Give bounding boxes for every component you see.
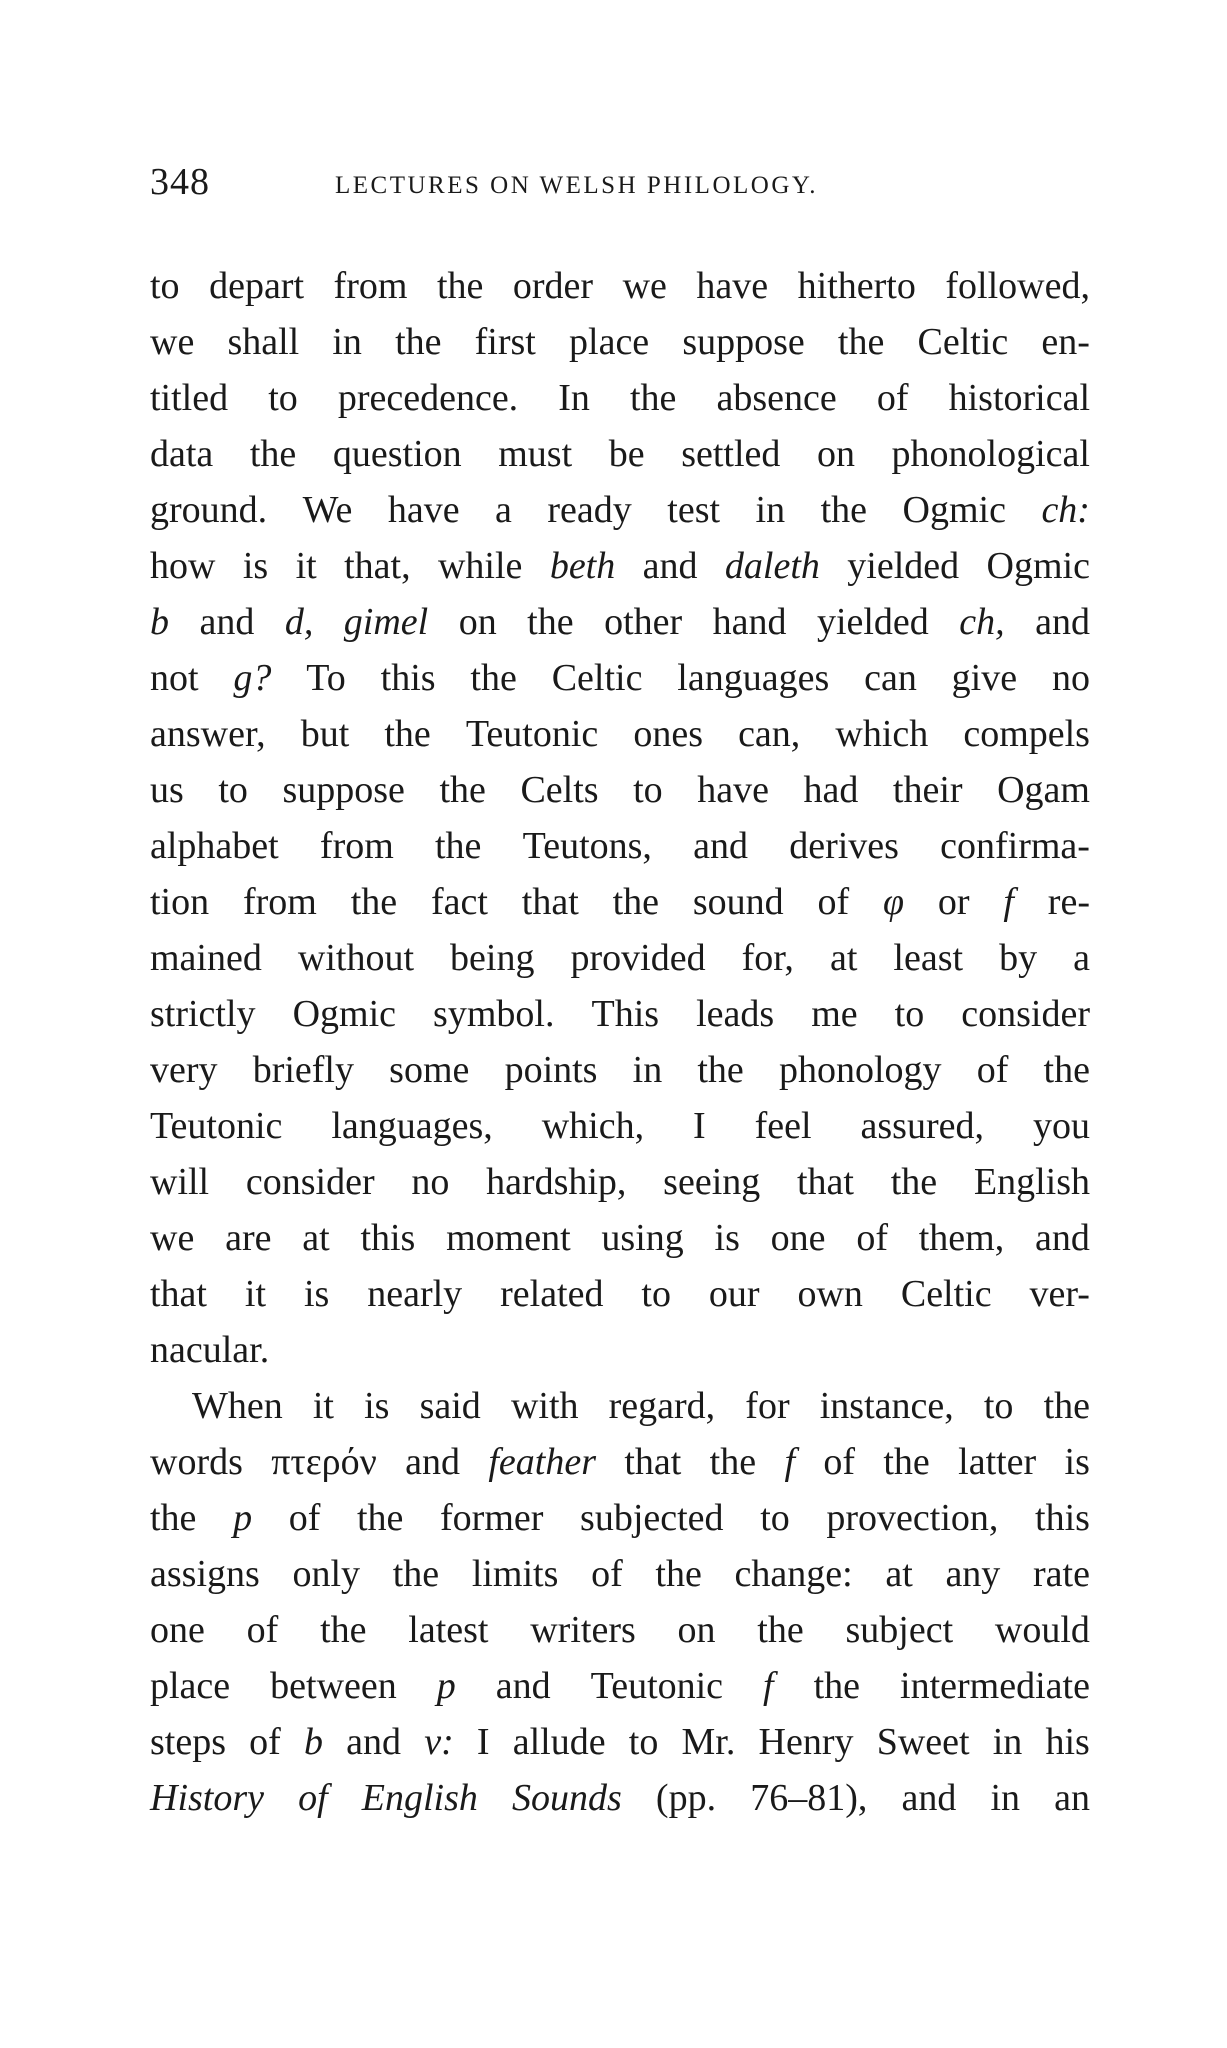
word: of	[246, 1609, 279, 1651]
word: the	[150, 1497, 197, 1539]
word: to	[150, 265, 180, 307]
word: it	[244, 1273, 267, 1315]
word: how	[150, 545, 216, 587]
word: assured,	[860, 1105, 984, 1147]
word: phonology	[778, 1049, 942, 1091]
text-line	[150, 762, 1090, 818]
word: first	[474, 321, 536, 363]
text-line	[150, 370, 1090, 426]
text-line	[150, 426, 1090, 482]
word: derives	[789, 825, 899, 867]
word: hardship,	[486, 1161, 627, 1203]
word: to	[983, 1385, 1014, 1427]
word: of	[817, 881, 850, 923]
word: of	[976, 1049, 1009, 1091]
word: no	[411, 1161, 450, 1203]
word: writers	[530, 1609, 636, 1651]
text-line	[150, 594, 1090, 650]
word: Celtic	[551, 657, 643, 699]
text-line	[150, 1154, 1090, 1210]
word: hitherto	[797, 265, 916, 307]
word: of	[876, 377, 909, 419]
word: the	[249, 433, 297, 475]
word: Celts	[520, 769, 599, 811]
word: them,	[918, 1217, 1005, 1259]
word: a	[1073, 937, 1090, 979]
word: on	[677, 1609, 716, 1651]
word: the	[883, 1441, 930, 1483]
word: followed,	[945, 265, 1090, 307]
word: seeing	[663, 1161, 761, 1203]
word: languages	[677, 657, 830, 699]
word: regard,	[608, 1385, 716, 1427]
word: to	[218, 769, 248, 811]
word: any	[945, 1553, 1001, 1595]
word: strictly	[150, 993, 256, 1035]
word: ready	[547, 489, 632, 531]
text-line	[150, 314, 1090, 370]
word: the	[470, 657, 517, 699]
word: g?	[233, 657, 272, 699]
text-line	[150, 1658, 1090, 1714]
word: to	[760, 1497, 790, 1539]
word: and	[1035, 601, 1090, 643]
word: the	[655, 1553, 702, 1595]
word: 76–81),	[750, 1777, 868, 1819]
word: at	[885, 1553, 913, 1595]
word: own	[797, 1273, 863, 1315]
text-line	[150, 258, 1090, 314]
page-header	[150, 160, 1095, 210]
word: would	[994, 1609, 1090, 1651]
word: ones	[633, 713, 703, 755]
word: f	[1003, 881, 1014, 923]
word: To	[306, 657, 346, 699]
word: assigns	[150, 1553, 260, 1595]
word: this	[1035, 1497, 1090, 1539]
word: that	[150, 1273, 207, 1315]
word: no	[1051, 657, 1090, 699]
word: the	[439, 769, 486, 811]
word: you	[1032, 1105, 1090, 1147]
word: the	[837, 321, 885, 363]
word: being	[450, 937, 535, 979]
word: and	[693, 825, 748, 867]
word: is	[364, 1385, 390, 1427]
word: be	[608, 433, 645, 475]
word: φ	[883, 881, 905, 923]
word: b	[150, 601, 169, 643]
word: gimel	[343, 601, 429, 643]
word: place	[569, 321, 650, 363]
word: historical	[948, 377, 1090, 419]
word: and	[199, 601, 255, 643]
word: the	[1043, 1049, 1090, 1091]
word: the	[320, 1609, 367, 1651]
word: the	[612, 881, 660, 923]
word: with	[510, 1385, 579, 1427]
word: English	[973, 1161, 1090, 1203]
word: (pp.	[655, 1777, 717, 1819]
word: to	[268, 377, 298, 419]
word: said	[419, 1385, 481, 1427]
word: Teutons,	[522, 825, 652, 867]
word: that	[796, 1161, 854, 1203]
text-line	[150, 818, 1090, 874]
word: can	[864, 657, 917, 699]
word: one	[150, 1609, 205, 1651]
text-line	[150, 986, 1090, 1042]
word: I	[693, 1105, 706, 1147]
word: the	[697, 1049, 744, 1091]
word: and	[405, 1441, 461, 1483]
text-line	[150, 650, 1090, 706]
text-line	[150, 1490, 1090, 1546]
word: and	[495, 1665, 551, 1707]
word: that	[624, 1441, 682, 1483]
word: the	[709, 1441, 757, 1483]
text-line	[150, 1714, 1090, 1770]
word: ver-	[1029, 1273, 1090, 1315]
word: in	[990, 1777, 1020, 1819]
word: of	[823, 1441, 856, 1483]
word: the	[1043, 1385, 1090, 1427]
text-line	[150, 538, 1090, 594]
word: tion	[150, 881, 210, 923]
word: We	[302, 489, 353, 531]
word: us	[150, 769, 184, 811]
word: our	[708, 1273, 760, 1315]
word: of	[591, 1553, 623, 1595]
word: daleth	[724, 545, 820, 587]
word: feel	[754, 1105, 812, 1147]
word: have	[696, 265, 769, 307]
word: titled	[150, 377, 229, 419]
word: between	[270, 1665, 397, 1707]
word: Ogam	[997, 769, 1090, 811]
word: place	[150, 1665, 231, 1707]
word: of	[298, 1777, 328, 1819]
text-line	[150, 1042, 1090, 1098]
word: d,	[284, 601, 314, 643]
word: from	[319, 825, 394, 867]
word: provided	[570, 937, 706, 979]
word: allude	[512, 1721, 606, 1763]
word: ch,	[959, 601, 1005, 643]
word: yielded	[816, 601, 929, 643]
word: the	[820, 489, 868, 531]
word: an	[1054, 1777, 1090, 1819]
word: question	[332, 433, 462, 475]
word: from	[333, 265, 408, 307]
word: can,	[738, 713, 801, 755]
word: and	[642, 545, 698, 587]
word: some	[389, 1049, 470, 1091]
word: of	[288, 1497, 321, 1539]
word: other	[604, 601, 683, 643]
word: that	[521, 881, 579, 923]
word: provection,	[826, 1497, 999, 1539]
word: the	[757, 1609, 804, 1651]
word: Teutonic	[465, 713, 599, 755]
word: limits	[471, 1553, 559, 1595]
word: moment	[446, 1217, 571, 1259]
word: which,	[541, 1105, 645, 1147]
word: to	[628, 1721, 659, 1763]
word: for,	[741, 937, 794, 979]
word: nearly	[367, 1273, 463, 1315]
word: shall	[227, 321, 300, 363]
text-line	[150, 1770, 1090, 1826]
word: we	[622, 265, 667, 307]
text-line	[150, 482, 1090, 538]
word: related	[500, 1273, 604, 1315]
body-text	[150, 258, 1090, 1826]
word: yielded	[847, 545, 960, 587]
word: is	[1064, 1441, 1090, 1483]
word: mained	[150, 937, 262, 979]
word: I	[476, 1721, 490, 1763]
word: p	[436, 1665, 456, 1707]
word: on	[458, 601, 497, 643]
word: confirma-	[940, 825, 1090, 867]
word: feather	[488, 1441, 596, 1483]
word: subjected	[580, 1497, 724, 1539]
word: precedence.	[337, 377, 519, 419]
word: in	[992, 1721, 1023, 1763]
word: latter	[958, 1441, 1037, 1483]
word: suppose	[282, 769, 405, 811]
word: is	[303, 1273, 330, 1315]
word: to	[633, 769, 663, 811]
word: have	[387, 489, 460, 531]
word: Ogmic	[986, 545, 1090, 587]
word: the	[436, 265, 484, 307]
word: sound	[692, 881, 784, 923]
word: the	[395, 321, 442, 363]
word: very	[150, 1049, 218, 1091]
word: Sweet	[876, 1721, 970, 1763]
word: beth	[549, 545, 616, 587]
word: from	[242, 881, 317, 923]
word: consider	[245, 1161, 375, 1203]
word: are	[225, 1217, 272, 1259]
word: phonological	[891, 433, 1090, 475]
word: and	[1034, 1217, 1090, 1259]
word: the	[392, 1553, 440, 1595]
word: symbol.	[433, 993, 555, 1035]
word: subject	[845, 1609, 954, 1651]
word: this	[380, 657, 436, 699]
word: latest	[408, 1609, 489, 1651]
text-line	[150, 1210, 1090, 1266]
word: en-	[1041, 321, 1090, 363]
word: have	[697, 769, 769, 811]
word: a	[495, 489, 512, 531]
word: of	[249, 1721, 281, 1763]
word: not	[150, 657, 199, 699]
text-line	[150, 706, 1090, 762]
word: we	[150, 321, 195, 363]
text-line	[150, 1378, 1090, 1434]
word: fact	[430, 881, 488, 923]
word: it	[312, 1385, 334, 1427]
word: is	[714, 1217, 740, 1259]
text-line	[150, 1546, 1090, 1602]
word: using	[601, 1217, 684, 1259]
word: on	[816, 433, 855, 475]
word: leads	[696, 993, 775, 1035]
text-line	[150, 1266, 1090, 1322]
word: the	[527, 601, 574, 643]
word: b	[304, 1721, 323, 1763]
word: must	[498, 433, 573, 475]
word: in	[755, 489, 786, 531]
text-line	[150, 930, 1090, 986]
word: When	[192, 1385, 283, 1427]
word: Celtic	[900, 1273, 992, 1315]
word: but	[300, 713, 350, 755]
word: the	[630, 377, 677, 419]
text-line	[150, 1602, 1090, 1658]
word: p	[233, 1497, 253, 1539]
word: Ogmic	[292, 993, 397, 1035]
word: by	[999, 937, 1038, 979]
word: and	[901, 1777, 957, 1819]
word: the	[356, 1497, 404, 1539]
word: Teutonic	[150, 1105, 283, 1147]
word: alphabet	[150, 825, 279, 867]
word: suppose	[682, 321, 805, 363]
word: without	[297, 937, 415, 979]
word: me	[811, 993, 858, 1035]
word: compels	[963, 713, 1090, 755]
word: only	[292, 1553, 361, 1595]
word: while	[437, 545, 523, 587]
word: or	[937, 881, 970, 923]
word: words	[150, 1441, 243, 1483]
word: πτερόν	[271, 1441, 377, 1483]
word: points	[504, 1049, 598, 1091]
word: is	[242, 545, 269, 587]
word: In	[558, 377, 590, 419]
word: at	[302, 1217, 330, 1259]
word: Celtic	[917, 321, 1009, 363]
text-line	[150, 1098, 1090, 1154]
running-title: LECTURES ON WELSH PHILOLOGY.	[335, 172, 818, 199]
word: it	[295, 545, 317, 587]
word: intermediate	[900, 1665, 1090, 1707]
word: English	[361, 1777, 478, 1819]
word: change:	[734, 1553, 853, 1595]
word: least	[893, 937, 964, 979]
word: the	[384, 713, 431, 755]
page-number: 348	[150, 161, 210, 203]
word: f	[784, 1441, 796, 1483]
word: and	[346, 1721, 402, 1763]
word: will	[150, 1161, 210, 1203]
word: one	[770, 1217, 826, 1259]
word: This	[591, 993, 660, 1035]
word: of	[856, 1217, 888, 1259]
word: their	[892, 769, 963, 811]
word: the	[435, 825, 482, 867]
word: Ogmic	[902, 489, 1006, 531]
word: give	[951, 657, 1018, 699]
word: to	[641, 1273, 671, 1315]
word: rate	[1032, 1553, 1090, 1595]
word: data	[150, 433, 214, 475]
word: the	[890, 1161, 938, 1203]
word: we	[150, 1217, 195, 1259]
word: answer,	[150, 713, 266, 755]
word: depart	[209, 265, 305, 307]
word: briefly	[252, 1049, 354, 1091]
word: Teutonic	[590, 1665, 724, 1707]
word: which	[835, 713, 929, 755]
word: Mr.	[681, 1721, 736, 1763]
word: in	[332, 321, 362, 363]
word: languages,	[331, 1105, 493, 1147]
text-line	[150, 1322, 1090, 1378]
word: for	[745, 1385, 790, 1427]
word: f	[763, 1665, 774, 1707]
word: his	[1045, 1721, 1090, 1763]
word: re-	[1047, 881, 1090, 923]
word: absence	[716, 377, 837, 419]
word: instance,	[819, 1385, 954, 1427]
word: test	[667, 489, 721, 531]
word: settled	[681, 433, 781, 475]
word: had	[803, 769, 859, 811]
word: hand	[712, 601, 787, 643]
word: History	[150, 1777, 264, 1819]
word: at	[829, 937, 858, 979]
word: ground.	[150, 489, 268, 531]
word: ch:	[1041, 489, 1090, 531]
word: steps	[150, 1721, 226, 1763]
word: Henry	[758, 1721, 854, 1763]
text-line	[150, 874, 1090, 930]
word: v:	[424, 1721, 454, 1763]
word: Sounds	[512, 1777, 622, 1819]
word: order	[512, 265, 594, 307]
word: to	[894, 993, 925, 1035]
word: the	[350, 881, 398, 923]
word: former	[440, 1497, 544, 1539]
word: the	[813, 1665, 861, 1707]
word: nacular.	[150, 1329, 270, 1371]
word: that,	[344, 545, 411, 587]
word: this	[360, 1217, 416, 1259]
text-line	[150, 1434, 1090, 1490]
word: consider	[961, 993, 1090, 1035]
word: in	[632, 1049, 663, 1091]
